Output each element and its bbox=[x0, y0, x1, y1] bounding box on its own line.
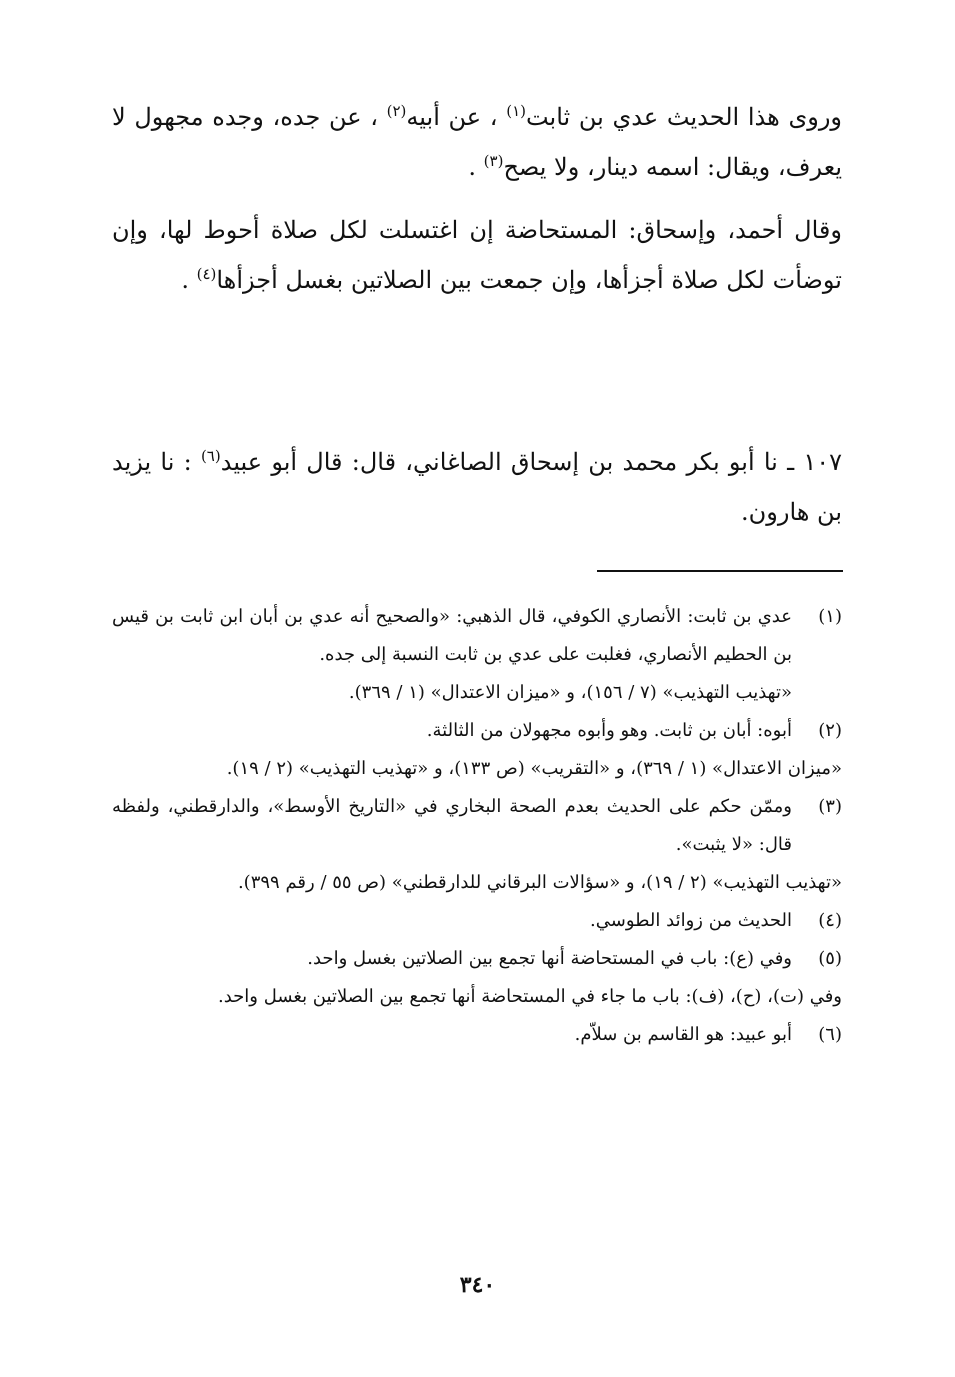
footnote-number: (٢) bbox=[818, 720, 842, 741]
footnote-ref-2[interactable]: (٢) bbox=[386, 102, 407, 120]
footnote-number: (٤) bbox=[818, 910, 842, 931]
paragraph-1-text-c: ، عن جده، وجده مجهول لا يعرف، ويقال: اسمه دينار، ولا يصح bbox=[112, 103, 842, 181]
footnote-text: عدي بن ثابت: الأنصاري الكوفي، قال الذهبي: «والصحيح أنه عدي بن أبان ابن ثابت بن قيس بن الحطيم الأنصاري، فغلبت على عدي بن ثابت النسبة إلى جده. bbox=[112, 606, 792, 665]
footnote-1 bbox=[112, 598, 842, 712]
footnote-number: (٣) bbox=[818, 796, 842, 817]
footnote-3 bbox=[112, 788, 842, 902]
footnote-6 bbox=[112, 1016, 842, 1054]
footnote-citation: وفي (ت)، (ح)، (ف): باب ما جاء في المستحاضة أنها تجمع بين الصلاتين بغسل واحد. bbox=[217, 986, 842, 1007]
paragraph-1-text-b: ، عن أبيه bbox=[406, 103, 507, 131]
paragraph-1 bbox=[112, 92, 842, 192]
footnote-ref-6[interactable]: (٦) bbox=[200, 447, 221, 465]
footnote-separator bbox=[597, 570, 843, 572]
paragraph-2 bbox=[112, 205, 842, 305]
footnote-text: وممّن حكم على الحديث بعدم الصحة البخاري في «التاريخ الأوسط»، والدارقطني، ولفظه قال: «لا يثبت». bbox=[112, 796, 792, 855]
page-number: ٣٤٠ bbox=[459, 1272, 496, 1298]
footnote-citation: «تهذيب التهذيب» (٢ / ١٩)، و «سؤالات البرقاني للدارقطني» (ص ٥٥ / رقم ٣٩٩). bbox=[237, 872, 842, 893]
footnote-text: أبوه: أبان بن ثابت. وهو وأبوه مجهولان من الثالثة. bbox=[426, 720, 792, 741]
footnote-2 bbox=[112, 712, 842, 788]
footnote-citation: «ميزان الاعتدال» (١ / ٣٦٩)، و «التقريب» (ص ١٣٣)، و «تهذيب التهذيب» (٢ / ١٩). bbox=[226, 758, 842, 779]
footnote-text: وفي (ع): باب في المستحاضة أنها تجمع بين الصلاتين بغسل واحد. bbox=[307, 948, 792, 969]
paragraph-1-text-d: . bbox=[468, 153, 484, 181]
footnote-number: (٥) bbox=[818, 948, 842, 969]
footnote-4 bbox=[112, 902, 842, 940]
paragraph-2-text-b: . bbox=[181, 266, 197, 294]
footnote-5 bbox=[112, 940, 842, 1016]
footnote-number: (١) bbox=[818, 606, 842, 627]
footnote-ref-1[interactable]: (١) bbox=[506, 102, 526, 120]
paragraph-3-text-b: : نا يزيد بن هارون. bbox=[112, 448, 842, 526]
footnote-ref-3[interactable]: (٣) bbox=[483, 152, 504, 170]
paragraph-3-text-a: ١٠٧ ـ نا أبو بكر محمد بن إسحاق الصاغاني، قال: قال أبو عبيد bbox=[220, 448, 842, 476]
footnote-ref-4[interactable]: (٤) bbox=[196, 265, 217, 283]
footnote-text: أبو عبيد: هو القاسم بن سلاّم. bbox=[574, 1024, 792, 1045]
paragraph-1-text-a: وروى هذا الحديث عدي بن ثابت bbox=[525, 103, 842, 131]
footnote-citation: «تهذيب التهذيب» (٧ / ١٥٦)، و «ميزان الاعتدال» (١ / ٣٦٩). bbox=[348, 682, 792, 703]
paragraph-3 bbox=[112, 437, 842, 537]
footnote-number: (٦) bbox=[818, 1024, 842, 1045]
footnotes bbox=[112, 598, 842, 1054]
footnote-text: الحديث من زوائد الطوسي. bbox=[590, 910, 792, 931]
paragraph-2-text-a: وقال أحمد، وإسحاق: المستحاضة إن اغتسلت لكل صلاة أحوط لها، وإن توضأت لكل صلاة أجزأها، وإن جمعت بين الصلاتين بغسل أجزأها bbox=[112, 216, 842, 294]
